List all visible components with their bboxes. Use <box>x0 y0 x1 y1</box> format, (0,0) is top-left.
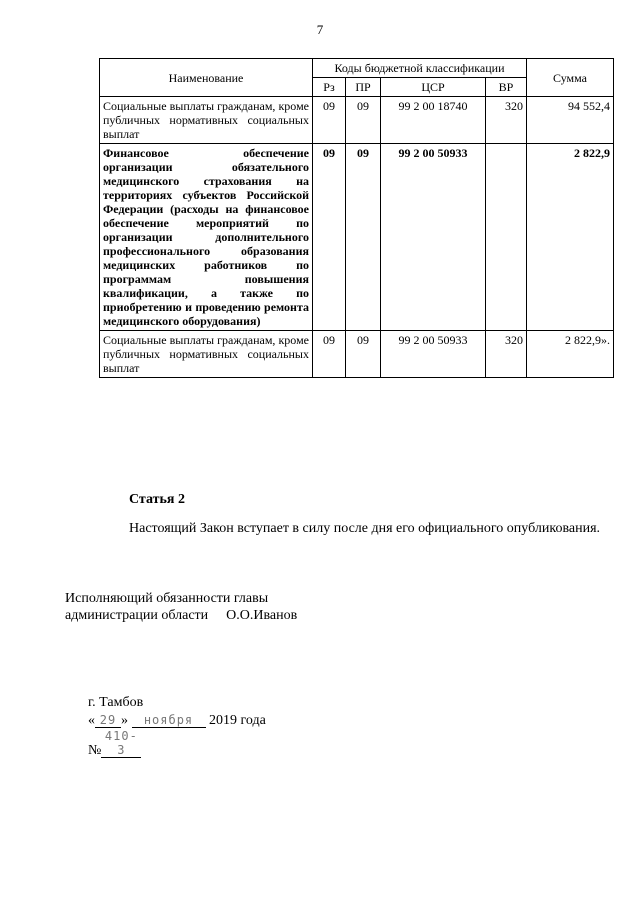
row-rz: 09 <box>313 97 346 144</box>
row-rz: 09 <box>313 144 346 331</box>
budget-table <box>99 58 614 378</box>
row-vr <box>486 144 527 331</box>
row-pr: 09 <box>346 331 381 378</box>
row-name: Финансовое обеспечение организации обязательного медицинского страхования на территориях субъектов Российской Федерации (расходы на финансовое обеспечение мероприятий по организации дополнительного профессионального образования медицинских работников по программам повышения квалификации, а также по приобретению и проведению ремонта медицинского оборудования) <box>100 144 313 331</box>
article-heading: Статья 2 <box>129 492 185 507</box>
signatory-title-line1: Исполняющий обязанности главы <box>65 591 269 606</box>
table-header-row <box>100 59 614 78</box>
number-value: 410-З <box>101 729 141 758</box>
date-month: ноября <box>132 713 206 728</box>
signatory-title-text: администрации области <box>65 608 209 623</box>
date-line <box>88 713 266 729</box>
date-close-quote: » <box>121 713 128 728</box>
header-codes: Коды бюджетной классификации <box>313 59 527 78</box>
header-vr: ВР <box>486 78 527 97</box>
signature-block <box>65 590 297 624</box>
row-pr: 09 <box>346 144 381 331</box>
place: г. Тамбов <box>88 695 144 710</box>
signatory-title-line2 <box>65 607 297 624</box>
header-sum: Сумма <box>527 59 614 97</box>
number-line <box>88 729 141 759</box>
header-rz: Рз <box>313 78 346 97</box>
header-name: Наименование <box>100 59 313 97</box>
date-open-quote: « <box>88 713 95 728</box>
row-vr: 320 <box>486 97 527 144</box>
header-pr: ПР <box>346 78 381 97</box>
row-sum: 2 822,9 <box>527 144 614 331</box>
row-pr: 09 <box>346 97 381 144</box>
signatory-name: О.О.Иванов <box>226 608 298 623</box>
row-sum: 2 822,9». <box>527 331 614 378</box>
table-row <box>100 97 614 144</box>
row-csr: 99 2 00 50933 <box>381 331 486 378</box>
row-name: Социальные выплаты гражданам, кроме публичных нормативных социальных выплат <box>100 97 313 144</box>
row-sum: 94 552,4 <box>527 97 614 144</box>
number-prefix: № <box>88 743 102 758</box>
header-csr: ЦСР <box>381 78 486 97</box>
article-text: Настоящий Закон вступает в силу после дня его официального опубликования. <box>129 521 601 536</box>
row-vr: 320 <box>486 331 527 378</box>
row-csr: 99 2 00 18740 <box>381 97 486 144</box>
table-row <box>100 144 614 331</box>
page-number: 7 <box>316 22 324 37</box>
row-name: Социальные выплаты гражданам, кроме публичных нормативных социальных выплат <box>100 331 313 378</box>
row-csr: 99 2 00 50933 <box>381 144 486 331</box>
row-rz: 09 <box>313 331 346 378</box>
date-year: 2019 года <box>209 713 266 728</box>
table-row <box>100 331 614 378</box>
date-day: 29 <box>95 713 121 728</box>
